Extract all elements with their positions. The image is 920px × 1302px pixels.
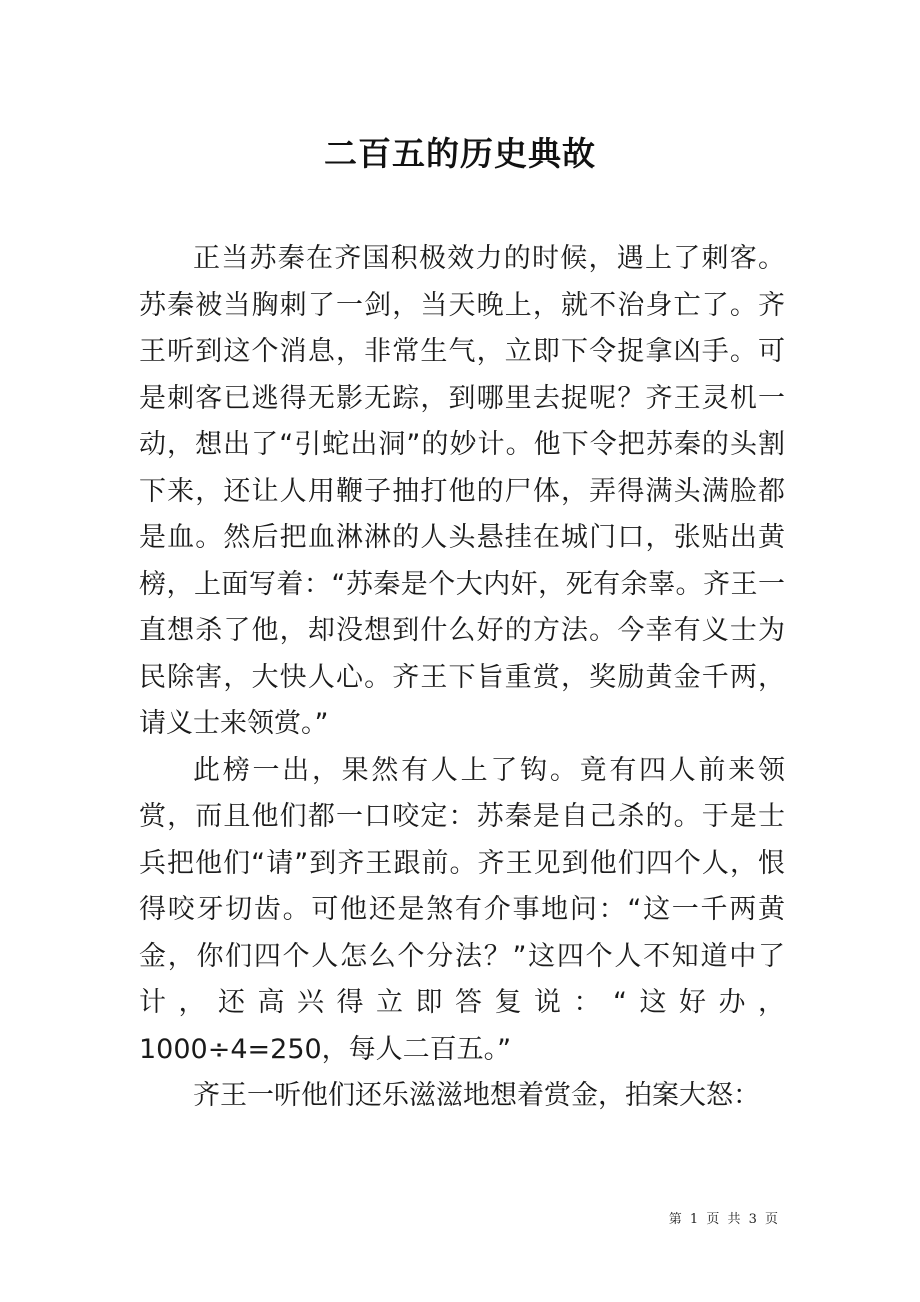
document-title: 二百五的历史典故 <box>324 134 596 173</box>
paragraph-3: 齐王一听他们还乐滋滋地想着赏金，拍案大怒： <box>193 1080 760 1111</box>
paragraph-2: 此榜一出，果然有人上了钩。竟有四人前来领赏，而且他们都一口咬定：苏秦是自己杀的。于是士兵把他们“请”到齐王跟前。齐王见到他们四个人，恨得咬牙切齿。可他还是煞有介事地问：“这一千两黄金，你们四个人怎么个分法？”这四个人不知道中了计，还高兴得立即答复说：“这好办，1000÷4=250，每人二百五。” <box>139 754 785 1065</box>
page-number-footer: 第 1 页 共 3 页 <box>668 1212 780 1227</box>
paragraph-1: 正当苏秦在齐国积极效力的时候，遇上了刺客。苏秦被当胸刺了一剑，当天晚上，就不治身亡了。齐王听到这个消息，非常生气，立即下令捉拿凶手。可是刺客已逃得无影无踪，到哪里去捉呢？齐王灵机一动，想出了“引蛇出洞”的妙计。他下令把苏秦的头割下来，还让人用鞭子抽打他的尸体，弄得满头满脸都是血。然后把血淋淋的人头悬挂在城门口，张贴出黄榜，上面写着：“苏秦是个大内奸，死有余辜。齐王一直想杀了他，却没想到什么好的方法。今幸有义士为民除害，大快人心。齐王下旨重赏，奖励黄金千两，请义士来领赏。” <box>139 243 785 739</box>
document-body <box>139 236 785 1120</box>
